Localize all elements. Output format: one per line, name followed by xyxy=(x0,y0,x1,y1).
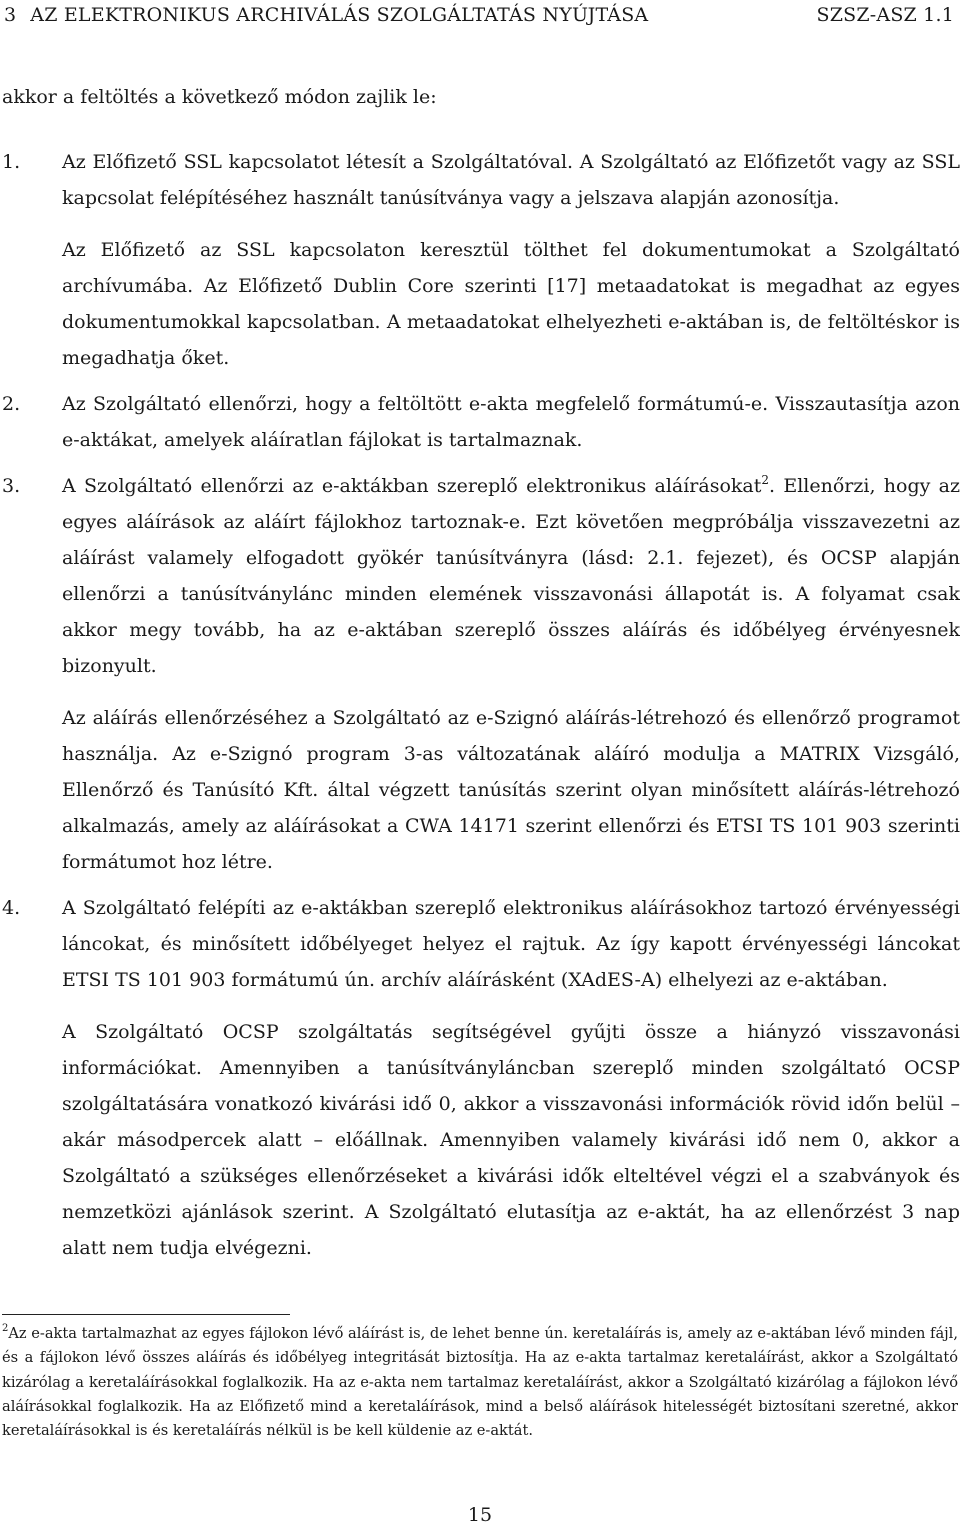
item-number: 4. xyxy=(2,897,21,919)
paragraph-text: A Szolgáltató ellenőrzi az e-aktákban szereplő elektronikus aláírásokat xyxy=(62,475,762,497)
item-number: 2. xyxy=(2,393,21,415)
paragraph: Az Szolgáltató ellenőrzi, hogy a feltöltött e-akta megfelelő formátumú-e. Visszautasítja azon e-aktákat, amelyek aláíratlan fájlokat is tartalmaznak. xyxy=(62,393,960,451)
numbered-list xyxy=(0,144,960,1276)
item-number: 1. xyxy=(2,151,21,173)
paragraph: Az aláírás ellenőrzéséhez a Szolgáltató az e-Szignó aláírás-létrehozó és ellenőrző programot használja. Az e-Szignó program 3-as változatának aláíró modulja a MATRIX Vizsgáló, Ellenőrző és Tanúsító Kft. által végzett tanúsítás szerint olyan minősített aláírás-létrehozó alkalmazás, amely az aláírásokat a CWA 14171 szerint ellenőrzi és ETSI TS 101 903 szerinti formátumot hoz létre. xyxy=(62,707,960,873)
list-item xyxy=(0,468,960,880)
header-left xyxy=(4,4,648,26)
paragraph: Az Előfizető SSL kapcsolatot létesít a Szolgáltatóval. A Szolgáltató az Előfizetőt vagy az SSL kapcsolat felépítéséhez használt tanúsítványa vagy a jelszava alapján azonosítja. xyxy=(62,151,960,209)
document-code: SZSZ-ASZ 1.1 xyxy=(816,4,954,26)
chapter-title: AZ ELEKTRONIKUS ARCHIVÁLÁS SZOLGÁLTATÁS NYÚJTÁSA xyxy=(30,4,649,26)
paragraph xyxy=(62,468,960,684)
intro-sentence: akkor a feltöltés a következő módon zajlik le: xyxy=(2,86,437,108)
chapter-number: 3 xyxy=(4,4,17,26)
running-header xyxy=(4,4,954,30)
page-number: 15 xyxy=(467,1504,493,1526)
footnote-divider xyxy=(2,1314,290,1315)
footnote xyxy=(2,1322,958,1443)
paragraph: Az Előfizető az SSL kapcsolaton keresztül tölthet fel dokumentumokat a Szolgáltató archívumába. Az Előfizető Dublin Core szerinti [17] metaadatokat is megadhat az egyes dokumentumokkal kapcsolatban. A metaadatokat elhelyezheti e-aktában is, de feltöltéskor is megadhatja őket. xyxy=(62,239,960,369)
list-item xyxy=(0,144,960,376)
footnote-mark: 2 xyxy=(2,1323,9,1335)
list-item xyxy=(0,890,960,1266)
footnote-text: Az e-akta tartalmazhat az egyes fájlokon lévő aláírást is, de lehet benne ún. keretaláírás is, amely az e-aktában lévő minden fájl, és a fájlokon lévő összes aláírás és időbélyeg integritását biztosítja. Ha az e-akta tartalmaz keretaláírást, akkor a Szolgáltató kizárólag a keretaláírásokkal foglalkozik. Ha az e-akta nem tartalmaz keretaláírást, akkor a Szolgáltató kizárólag a fájlokon lévő aláírásokkal foglalkozik. Ha az Előfizető mind a keretaláírások, mind a belső aláírások hitelességét biztosítani szeretné, akkor keretaláírásokkal is és keretaláírás nélkül is be kell küldenie az e-aktát. xyxy=(2,1325,958,1440)
list-item xyxy=(0,386,960,458)
item-number: 3. xyxy=(2,475,21,497)
paragraph-text: . Ellenőrzi, hogy az egyes aláírások az aláírt fájlokhoz tartoznak-e. Ezt követően megpróbálja visszavezetni az aláírást valamely elfogadott gyökér tanúsítványra (lásd: 2.1. fejezet), és OCSP alapján ellenőrzi a tanúsítványlánc minden elemének visszavonási állapotát is. A folyamat csak akkor megy tovább, ha az e-aktában szereplő összes aláírás és időbélyeg érvényesnek bizonyult. xyxy=(62,475,960,677)
paragraph: A Szolgáltató OCSP szolgáltatás segítségével gyűjti össze a hiányzó visszavonási információkat. Amennyiben a tanúsítványláncban szereplő minden szolgáltató OCSP szolgáltatására vonatkozó kivárási idő 0, akkor a visszavonási információk rövid időn belül – akár másodpercek alatt – előállnak. Amennyiben valamely kivárási idő nem 0, akkor a Szolgáltató a szükséges ellenőrzéseket a kivárási idők elteltével végzi el a szabványok és nemzetközi ajánlások szerint. A Szolgáltató elutasítja az e-aktát, ha az ellenőrzést 3 nap alatt nem tudja elvégezni. xyxy=(62,1021,960,1259)
paragraph: A Szolgáltató felépíti az e-aktákban szereplő elektronikus aláírásokhoz tartozó érvényességi láncokat, és minősített időbélyeget helyez el rajtuk. Az így kapott érvényességi láncokat ETSI TS 101 903 formátumú ún. archív aláírásként (XAdES-A) elhelyezi az e-aktában. xyxy=(62,897,960,991)
footnote-reference[interactable]: 2 xyxy=(761,472,770,487)
